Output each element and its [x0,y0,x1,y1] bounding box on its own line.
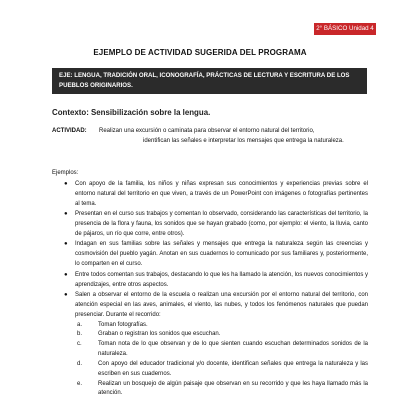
activity-text-line2: identifican las señales e interpretar los mensajes que entrega la naturaleza. [143,137,344,144]
sub-item-text: Con apoyo del educador tradicional y/o docente, identifican señales que entrega la naturaleza y las escriben en sus cuadernos. [98,360,368,377]
sub-item-text: Toman nota de lo que observan y de lo que sienten cuando escuchan determinados sonidos de la naturaleza. [98,341,368,358]
list-item [52,240,368,270]
sub-item-letter: a. [77,321,83,328]
activity-text-line1: Realizan una excursión o caminata para observar el entorno natural del territorio, [99,128,315,134]
activity-label: ACTIVIDAD: [52,128,87,134]
bullet-icon: ● [64,271,68,278]
sub-item-letter: e. [77,380,83,387]
grade-unit-badge: 2° BÁSICO Unidad 4 [314,23,376,35]
sub-item-text: Toman fotografías. [98,321,148,328]
activity-block [52,127,368,147]
sub-list-item [75,330,368,340]
bullet-icon: ● [64,292,68,299]
sub-list-item [75,360,368,380]
list-item [52,271,368,291]
examples-list [52,180,368,400]
sub-item-letter: b. [77,331,83,338]
list-item-text: Salen a observar el entorno de la escuela o realizan una excursión por el entorno natural del territorio, con atención especial en las aves, animales, el viento, las nubes, y todos los fenómenos naturales que puedan presenciar. Durante el recorrido: [75,292,368,318]
axis-banner: EJE: LENGUA, TRADICIÓN ORAL, ICONOGRAFÍA, PRÁCTICAS DE LECTURA Y ESCRITURA DE LOS PUEBLOS ORIGINARIOS. [52,68,367,94]
list-item-text: Con apoyo de la familia, los niños y niñas expresan sus conocimientos y experiencias previas sobre el entorno natural del territorio en que viven, a través de un PowerPoint con imágenes o fotografías pertinentes al tema. [75,181,368,207]
bullet-icon: ● [64,211,68,218]
sub-list-item [75,380,368,400]
bullet-icon: ● [64,241,68,248]
sub-item-text: Graban o registran los sonidos que escuchan. [98,331,221,338]
list-item [52,180,368,210]
sub-list-item [75,321,368,331]
sub-item-letter: d. [77,360,83,367]
sub-list-item [75,340,368,360]
bullet-icon: ● [64,181,68,187]
page-title: EJEMPLO DE ACTIVIDAD SUGERIDA DEL PROGRAMA [93,48,307,57]
sub-list [75,321,368,400]
list-item-text: Entre todos comentan sus trabajos, destacando lo que les ha llamado la atención, los nuevos conocimientos y aprendizajes, entre otros aspectos. [75,271,368,288]
list-item-text: Presentan en el curso sus trabajos y comentan lo observado, considerando las características del territorio, la presencia de la flora y fauna, los sonidos que se hayan grabado (como, por ejemplo: el viento, la lluvia, canto de pájaros, un río que corre, entre otros). [75,211,368,237]
list-item [52,291,368,399]
examples-label: Ejemplos: [52,170,79,176]
sub-item-text: Realizan un bosquejo de algún paisaje que observan en su recorrido y que les haya llamado más la atención. [98,380,368,397]
list-item-text: Indagan en sus familias sobre las señales y mensajes que entrega la naturaleza según las creencias y cosmovisión del pueblo yagán. Anotan en sus cuadernos lo comunicado por sus familiares y, posteriormente, lo comparten en el curso. [75,241,368,268]
sub-item-letter: c. [77,341,82,348]
list-item [52,210,368,240]
context-heading: Contexto: Sensibilización sobre la lengua. [52,108,211,117]
